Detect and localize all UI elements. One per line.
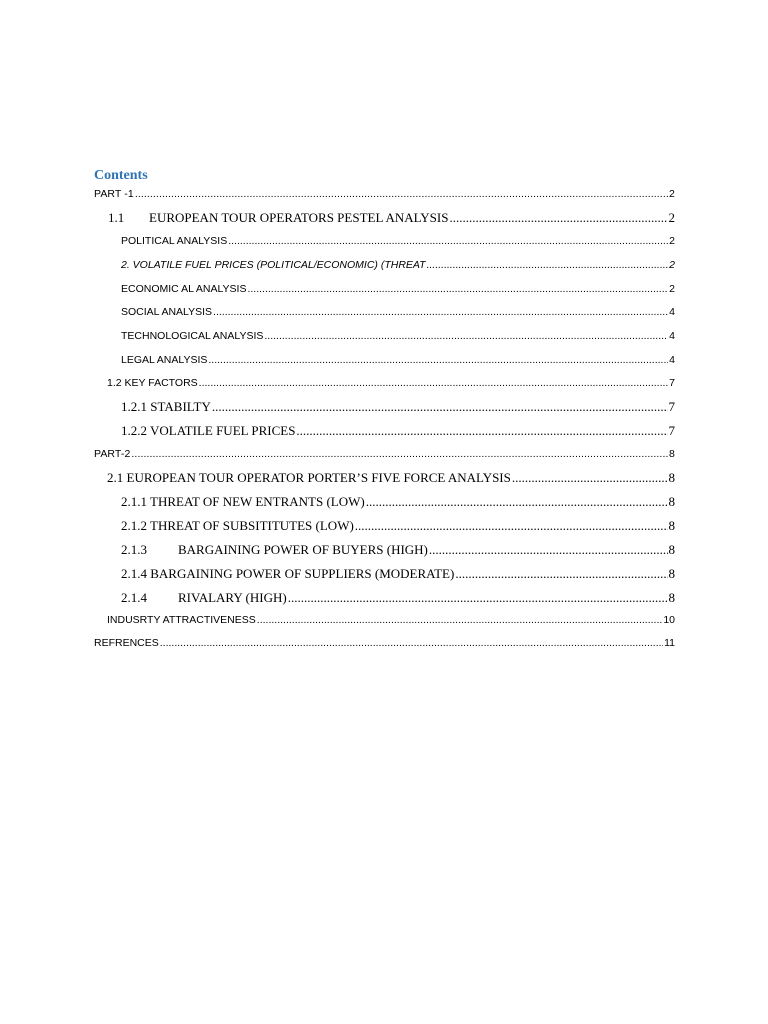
toc-entry-label: ECONOMIC AL ANALYSIS — [121, 283, 247, 295]
toc-entry[interactable] — [121, 235, 675, 247]
toc-leader — [212, 399, 668, 415]
toc-leader — [199, 377, 669, 389]
toc-entry[interactable] — [121, 354, 675, 366]
toc-entry-page: 7 — [669, 377, 675, 389]
toc-entry-page: 2 — [669, 235, 675, 247]
toc-entry[interactable] — [121, 542, 675, 558]
toc-entry[interactable] — [121, 566, 675, 582]
toc-leader — [257, 614, 663, 626]
toc-leader — [429, 542, 668, 558]
toc-entry-page: 8 — [668, 470, 675, 485]
toc-leader — [512, 470, 668, 486]
toc-entry-page: 4 — [669, 306, 675, 318]
toc-entry-page: 2 — [669, 283, 675, 295]
toc-entry[interactable] — [94, 448, 675, 460]
toc-entry-label: 2.1 EUROPEAN TOUR OPERATOR PORTER’S FIVE FORCE ANALYSIS — [107, 470, 511, 485]
toc-entry[interactable] — [107, 614, 675, 626]
toc-entry-page: 7 — [668, 423, 675, 438]
toc-entry-label: PART-2 — [94, 448, 131, 460]
toc-entry-page: 2 — [669, 188, 675, 200]
toc-entry-label: BARGAINING POWER OF BUYERS (HIGH) — [178, 542, 428, 557]
toc-entry-label: 2.1.4 BARGAINING POWER OF SUPPLIERS (MODERATE) — [121, 566, 455, 581]
toc-entry-label: EUROPEAN TOUR OPERATORS PESTEL ANALYSIS — [149, 210, 449, 225]
toc-entry-text — [121, 590, 287, 606]
toc-entry[interactable] — [94, 637, 675, 649]
toc-leader — [264, 330, 668, 342]
toc-leader — [131, 448, 668, 460]
toc-entry-page: 10 — [663, 614, 675, 626]
toc-leader — [355, 518, 668, 534]
toc-entry[interactable] — [121, 590, 675, 606]
toc-entry-text — [121, 542, 428, 558]
toc-entry-page: 8 — [668, 518, 675, 533]
toc-entry-label: 2.1.1 THREAT OF NEW ENTRANTS (LOW) — [121, 494, 365, 509]
toc-entry-text — [108, 210, 448, 226]
toc-entry-label: LEGAL ANALYSIS — [121, 354, 208, 366]
toc-leader — [228, 235, 668, 247]
toc-entry-label: RIVALARY (HIGH) — [178, 590, 287, 605]
toc-entry[interactable] — [121, 423, 675, 439]
toc-entry-label: 1.2.2 VOLATILE FUEL PRICES — [121, 423, 296, 438]
toc-entry-label: 1.2.1 STABILTY — [121, 399, 211, 414]
toc-entry[interactable] — [94, 188, 675, 200]
toc-leader — [288, 590, 668, 606]
toc-entry-label: 2. VOLATILE FUEL PRICES (POLITICAL/ECONOMIC) (THREAT — [121, 259, 426, 271]
toc-entry-label: REFRENCES — [94, 637, 159, 649]
toc-entry-label: TECHNOLOGICAL ANALYSIS — [121, 330, 264, 342]
toc-entry[interactable] — [121, 259, 675, 271]
toc-heading: Contents — [94, 168, 148, 183]
toc-entry-page: 8 — [668, 542, 675, 557]
toc-entry-page: 4 — [669, 354, 675, 366]
toc-entry[interactable] — [121, 494, 675, 510]
toc-entry[interactable] — [121, 399, 675, 415]
toc-leader — [135, 188, 668, 200]
toc-leader — [160, 637, 663, 649]
toc-leader — [208, 354, 668, 366]
toc-entry-label: 2.1.2 THREAT OF SUBSITITUTES (LOW) — [121, 518, 354, 533]
toc-leader — [296, 423, 667, 439]
toc-entry-page: 4 — [669, 330, 675, 342]
toc-entry[interactable] — [121, 518, 675, 534]
toc-entry-label: INDUSRTY ATTRACTIVENESS — [107, 614, 256, 626]
toc-entry-page: 2 — [669, 259, 675, 271]
toc-leader — [366, 494, 668, 510]
toc-entry-label: SOCIAL ANALYSIS — [121, 306, 213, 318]
toc-entry-page: 8 — [669, 448, 675, 460]
toc-leader — [213, 306, 668, 318]
toc-entry[interactable] — [121, 330, 675, 342]
toc-entry-label: 1.2 KEY FACTORS — [107, 377, 198, 389]
toc-entry-page: 7 — [668, 399, 675, 414]
toc-leader — [449, 210, 667, 226]
toc-entry-label: PART -1 — [94, 188, 134, 200]
toc-entry-page: 2 — [668, 210, 675, 225]
toc-entry[interactable] — [107, 377, 675, 389]
toc-entry[interactable] — [121, 306, 675, 318]
toc-entry-number: 2.1.3 — [121, 542, 147, 557]
toc-entry-page: 8 — [668, 494, 675, 509]
toc-entry[interactable] — [107, 470, 675, 486]
toc-leader — [247, 283, 668, 295]
toc-entry-page: 11 — [664, 637, 675, 649]
toc-entry-page: 8 — [668, 590, 675, 605]
toc-entry-number: 1.1 — [108, 210, 125, 225]
toc-entry-number: 2.1.4 — [121, 590, 147, 605]
toc-leader — [427, 259, 669, 271]
toc-entry[interactable] — [108, 210, 675, 226]
toc-entry-label: POLITICAL ANALYSIS — [121, 235, 228, 247]
toc-entry[interactable] — [121, 283, 675, 295]
toc-entry-page: 8 — [668, 566, 675, 581]
toc-leader — [455, 566, 667, 582]
